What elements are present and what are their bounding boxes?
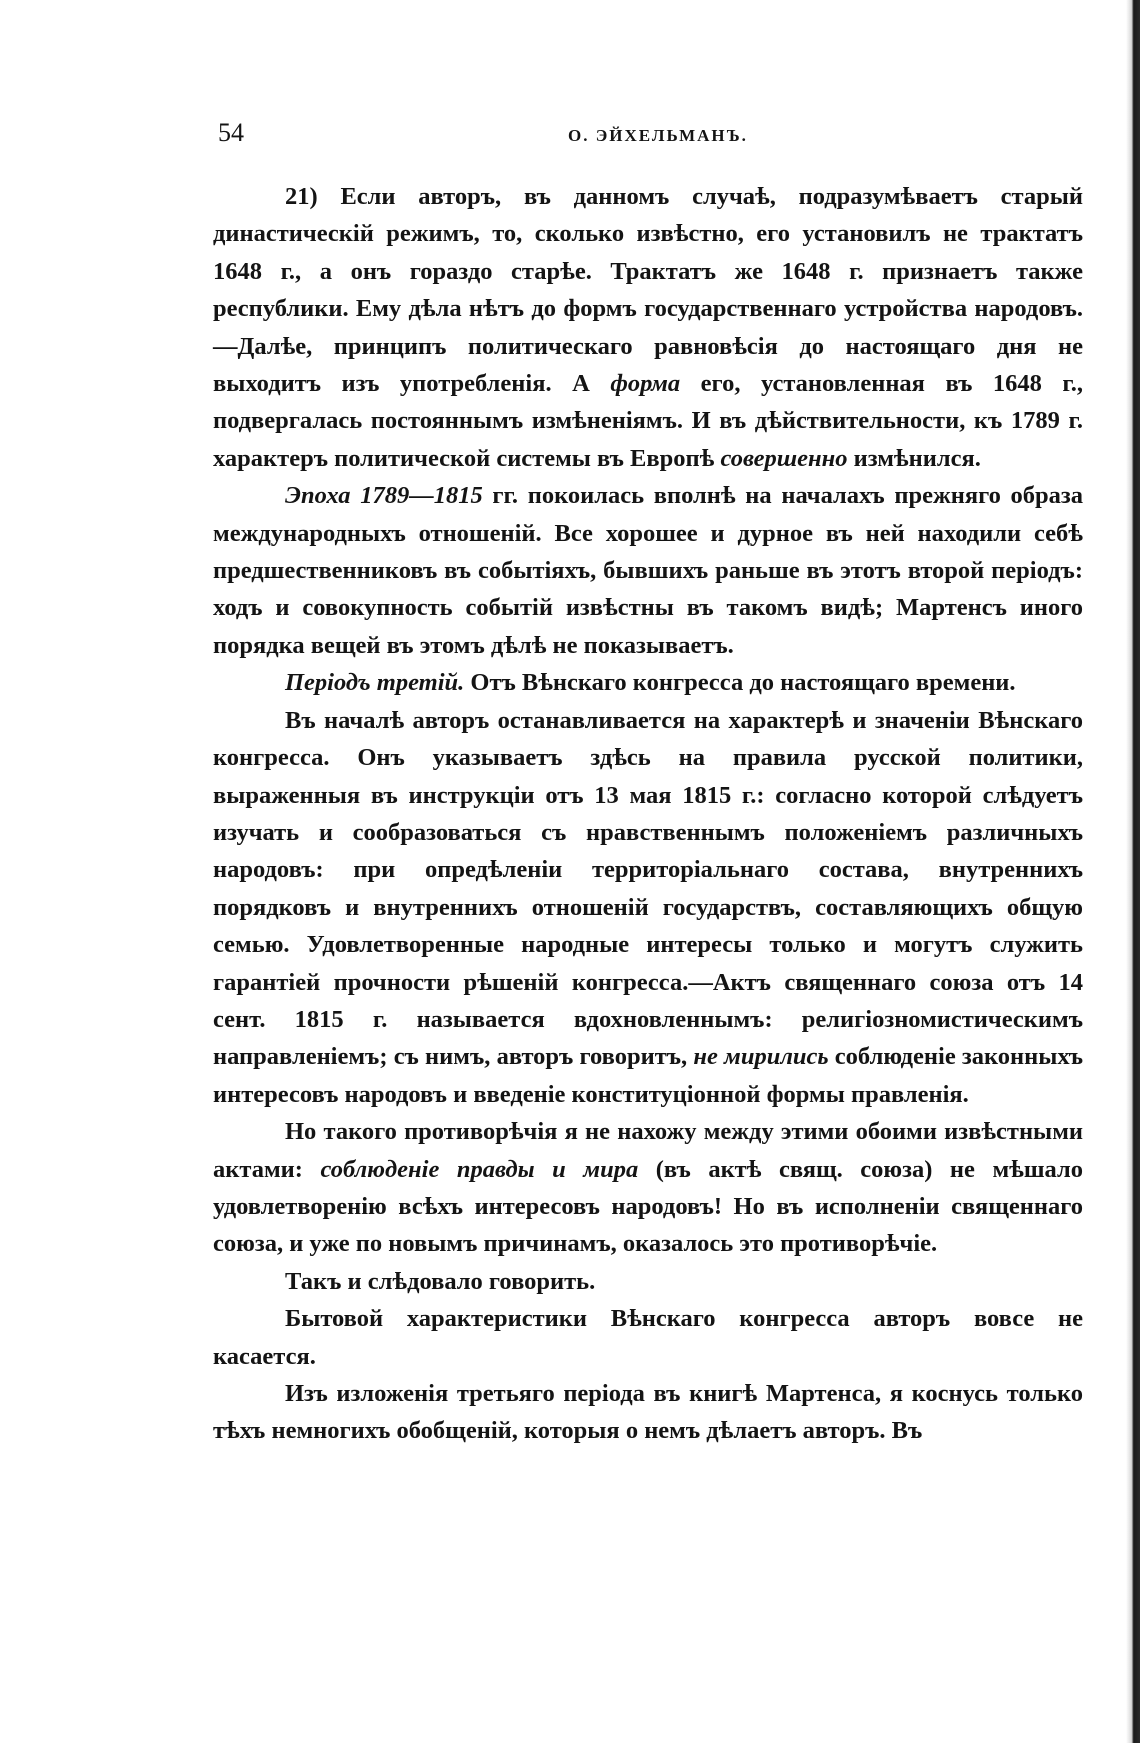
paragraph-3 (213, 664, 1083, 701)
italic-run: форма (610, 370, 681, 398)
page-edge-shadow (1126, 0, 1140, 1743)
text-run: Но такого противорѣчія я не нахожу между этими обоими извѣстными актами: (213, 1118, 1083, 1183)
paragraph-5 (213, 1113, 1083, 1263)
italic-run: совершенно (720, 444, 848, 472)
running-head: О. ЭЙХЕЛЬМАНЪ. (568, 126, 748, 145)
paragraph-7 (213, 1300, 1083, 1375)
italic-run: Эпоха 1789—1815 (285, 482, 483, 510)
text-run: Изъ изложенія третьяго періода въ книгѣ Мартенса, я коснусь только тѣхъ немногихъ обобщеній, которыя о немъ дѣлаетъ авторъ. Въ (213, 1380, 1083, 1445)
paragraph-6 (213, 1263, 1083, 1300)
text-run: 21) Если авторъ, въ данномъ случаѣ, подразумѣваетъ старый династическій режимъ, то, сколько извѣстно, его установилъ не трактатъ 1648 г., а онъ гораздо старѣе. Трактатъ же 1648 г. признаетъ также республики. Ему дѣла нѣтъ до формъ государственнаго устройства народовъ.—Далѣе, принципъ политическаго равновѣсія до настоящаго дня не выходитъ изъ употребленія. А (213, 183, 1083, 398)
paragraph-1 (213, 178, 1083, 477)
text-run: измѣнился. (847, 444, 981, 472)
text-run: Въ началѣ авторъ останавливается на характерѣ и значеніи Вѣнскаго конгресса. Онъ указываетъ здѣсь на правила русской политики, выраженныя въ инструкціи отъ 13 мая 1815 г.: согласно которой слѣдуетъ изучать и сообразоваться съ нравственнымъ положеніемъ различныхъ народовъ: при опредѣленіи территоріальнаго состава, внутреннихъ порядковъ и внутреннихъ отношеній государствъ, составляющихъ общую семью. Удовлетворенные народные интересы только и могутъ служить гарантіей прочности рѣшеній конгресса.—Актъ священнаго союза отъ 14 сент. 1815 г. называется вдохновленнымъ: религіозномистическимъ направленіемъ; съ нимъ, авторъ говоритъ, (213, 706, 1083, 1071)
paragraph-2 (213, 477, 1083, 664)
text-run: Такъ и слѣдовало говорить. (285, 1267, 596, 1295)
text-run: его, установленная въ 1648 г., подвергалась постояннымъ измѣненіямъ. И въ дѣйствительности, къ 1789 г. характеръ политической системы въ Европѣ (213, 370, 1083, 472)
text-run: Отъ Вѣнскаго конгресса до настоящаго времени. (464, 669, 1016, 697)
paragraph-8 (213, 1375, 1083, 1450)
body-text (213, 178, 1083, 1450)
text-run: (въ актѣ свящ. союза) не мѣшало удовлетворенію всѣхъ интересовъ народовъ! Но въ исполненіи священнаго союза, и уже по новымъ причинамъ, оказалось это противорѣчіе. (213, 1155, 1083, 1258)
page-header (218, 118, 1078, 158)
text-run: соблюденіе законныхъ интересовъ народовъ и введеніе конституціонной формы правленія. (213, 1043, 1084, 1108)
text-run: гг. покоилась вполнѣ на началахъ прежняго образа международныхъ отношеній. Все хорошее и дурное въ ней находили себѣ предшественниковъ въ событіяхъ, бывшихъ раньше въ этотъ второй періодъ: ходъ и совокупность событій извѣстны въ такомъ видѣ; Мартенсъ иного порядка вещей въ этомъ дѣлѣ не показываетъ. (213, 482, 1084, 659)
italic-run: не мирились (693, 1043, 829, 1071)
text-run: Бытовой характеристики Вѣнскаго конгресса авторъ вовсе не касается. (213, 1305, 1083, 1370)
italic-run: соблюденіе правды и мира (320, 1155, 639, 1183)
italic-run: Періодъ третій. (285, 669, 465, 697)
paragraph-4 (213, 702, 1083, 1113)
page-number: 54 (218, 118, 244, 147)
